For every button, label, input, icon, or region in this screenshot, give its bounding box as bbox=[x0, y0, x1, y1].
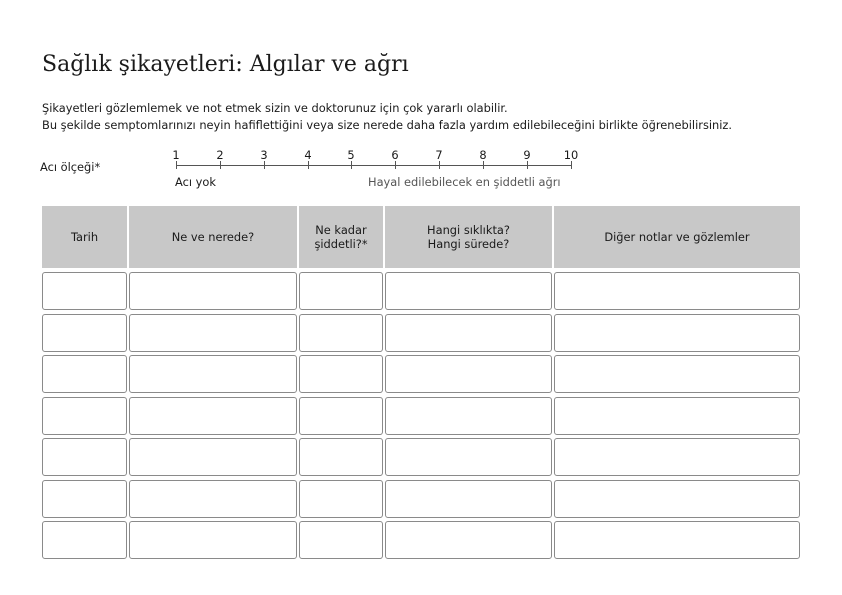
severity-cell[interactable] bbox=[299, 397, 383, 435]
scale-number-7: 7 bbox=[435, 148, 443, 162]
scale-max-label: Hayal edilebilecek en şiddetli ağrı bbox=[368, 175, 561, 189]
date-cell[interactable] bbox=[42, 438, 127, 476]
frequency-cell[interactable] bbox=[385, 438, 552, 476]
date-cell[interactable] bbox=[42, 521, 127, 559]
scale-number-3: 3 bbox=[260, 148, 268, 162]
scale-tick bbox=[395, 161, 396, 169]
what-where-cell[interactable] bbox=[129, 397, 297, 435]
scale-min-label: Acı yok bbox=[175, 175, 216, 189]
header-notes-label: Diğer notlar ve gözlemler bbox=[604, 230, 750, 244]
scale-number-9: 9 bbox=[523, 148, 531, 162]
severity-cell[interactable] bbox=[299, 480, 383, 518]
scale-number-1: 1 bbox=[172, 148, 180, 162]
header-what-where-label: Ne ve nerede? bbox=[171, 230, 255, 244]
header-notes bbox=[554, 206, 800, 268]
header-severity-label: Ne kadar şiddetli?* bbox=[314, 223, 368, 251]
date-cell[interactable] bbox=[42, 272, 127, 310]
scale-tick bbox=[571, 161, 572, 169]
scale-tick bbox=[527, 161, 528, 169]
header-date-label: Tarih bbox=[70, 230, 99, 244]
severity-cell[interactable] bbox=[299, 521, 383, 559]
notes-cell[interactable] bbox=[554, 480, 800, 518]
scale-number-5: 5 bbox=[347, 148, 355, 162]
scale-number-10: 10 bbox=[563, 148, 579, 162]
notes-cell[interactable] bbox=[554, 272, 800, 310]
scale-tick bbox=[439, 161, 440, 169]
scale-tick bbox=[483, 161, 484, 169]
scale-tick bbox=[220, 161, 221, 169]
header-date bbox=[42, 206, 127, 268]
date-cell[interactable] bbox=[42, 397, 127, 435]
scale-tick bbox=[351, 161, 352, 169]
frequency-cell[interactable] bbox=[385, 355, 552, 393]
intro-line-1: Şikayetleri gözlemlemek ve not etmek sizin ve doktorunuz için çok yararlı olabilir. bbox=[42, 101, 508, 115]
notes-cell[interactable] bbox=[554, 314, 800, 352]
severity-cell[interactable] bbox=[299, 272, 383, 310]
date-cell[interactable] bbox=[42, 314, 127, 352]
date-cell[interactable] bbox=[42, 480, 127, 518]
severity-cell[interactable] bbox=[299, 314, 383, 352]
frequency-cell[interactable] bbox=[385, 480, 552, 518]
scale-tick bbox=[176, 161, 177, 169]
severity-cell[interactable] bbox=[299, 438, 383, 476]
what-where-cell[interactable] bbox=[129, 314, 297, 352]
notes-cell[interactable] bbox=[554, 521, 800, 559]
header-severity bbox=[299, 206, 383, 268]
scale-number-2: 2 bbox=[216, 148, 224, 162]
notes-cell[interactable] bbox=[554, 438, 800, 476]
pain-scale-label: Acı ölçeği* bbox=[40, 160, 101, 174]
what-where-cell[interactable] bbox=[129, 521, 297, 559]
what-where-cell[interactable] bbox=[129, 272, 297, 310]
scale-number-6: 6 bbox=[391, 148, 399, 162]
header-what-where bbox=[129, 206, 297, 268]
scale-number-8: 8 bbox=[479, 148, 487, 162]
what-where-cell[interactable] bbox=[129, 438, 297, 476]
what-where-cell[interactable] bbox=[129, 355, 297, 393]
scale-number-4: 4 bbox=[304, 148, 312, 162]
notes-cell[interactable] bbox=[554, 397, 800, 435]
frequency-cell[interactable] bbox=[385, 521, 552, 559]
scale-axis-line bbox=[176, 165, 571, 166]
intro-text bbox=[42, 100, 732, 134]
scale-tick bbox=[264, 161, 265, 169]
what-where-cell[interactable] bbox=[129, 480, 297, 518]
notes-cell[interactable] bbox=[554, 355, 800, 393]
severity-cell[interactable] bbox=[299, 355, 383, 393]
scale-tick bbox=[308, 161, 309, 169]
frequency-cell[interactable] bbox=[385, 314, 552, 352]
date-cell[interactable] bbox=[42, 355, 127, 393]
frequency-cell[interactable] bbox=[385, 272, 552, 310]
header-frequency-duration bbox=[385, 206, 552, 268]
header-frequency-duration-label: Hangi sıklıkta? Hangi sürede? bbox=[427, 223, 510, 251]
frequency-cell[interactable] bbox=[385, 397, 552, 435]
page-title: Sağlık şikayetleri: Algılar ve ağrı bbox=[42, 52, 409, 77]
intro-line-2: Bu şekilde semptomlarınızı neyin hafiflettiğini veya size nerede daha fazla yardım edilebileceğini birlikte öğrenebilirsiniz. bbox=[42, 118, 733, 132]
